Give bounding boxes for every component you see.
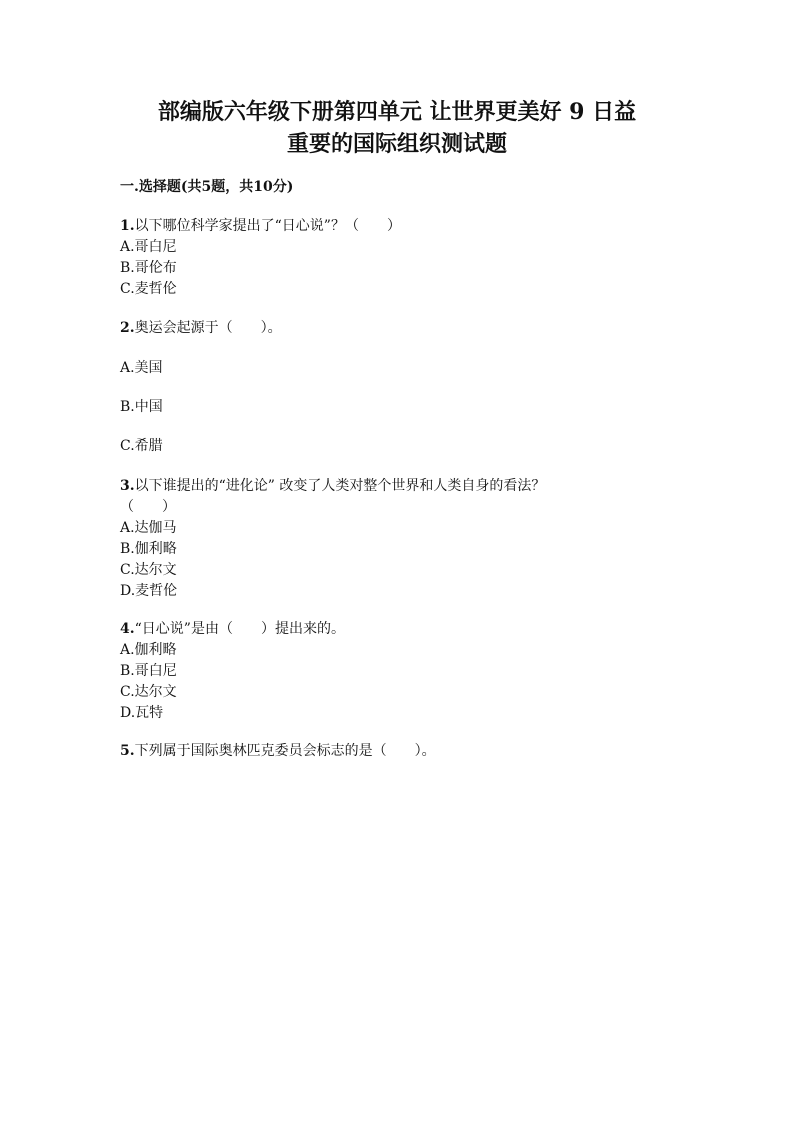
title-line-2: 重要的国际组织测试题 xyxy=(286,131,507,157)
question-number: 1. xyxy=(120,218,135,234)
option-d: D.麦哲伦 xyxy=(120,583,178,599)
question-5 xyxy=(120,741,436,762)
question-number: 4. xyxy=(120,621,135,637)
question-stem: 以下谁提出的“进化论” 改变了人类对整个世界和人类自身的看法？ xyxy=(134,478,546,494)
question-3 xyxy=(120,476,545,602)
page-title xyxy=(60,96,734,160)
option-b: B.哥白尼 xyxy=(120,663,177,679)
question-stem: “日心说”是由（ ）提出来的。 xyxy=(134,621,345,637)
option-c: C.达尔文 xyxy=(120,562,177,578)
question-stem-continued: （ ） xyxy=(120,499,176,515)
option-b: B.中国 xyxy=(120,399,163,415)
option-a: A.伽利略 xyxy=(120,642,177,658)
option-a: A.哥白尼 xyxy=(120,239,177,255)
question-stem: 以下哪位科学家提出了“日心说”？（ ） xyxy=(134,218,401,234)
option-c: C.达尔文 xyxy=(120,684,177,700)
question-number: 2. xyxy=(120,320,135,336)
option-a: A.美国 xyxy=(120,360,163,376)
question-2 xyxy=(120,318,282,339)
question-stem: 奥运会起源于（ ）。 xyxy=(134,320,282,336)
option-d: D.瓦特 xyxy=(120,705,164,721)
question-number: 5. xyxy=(120,743,135,759)
question-number: 3. xyxy=(120,478,135,494)
question-4 xyxy=(120,619,345,724)
option-a: A.达伽马 xyxy=(120,520,177,536)
option-b: B.伽利略 xyxy=(120,541,177,557)
option-b: B.哥伦布 xyxy=(120,260,177,276)
section-heading: 一.选择题(共5题，共10分) xyxy=(120,179,294,195)
option-c: C.希腊 xyxy=(120,438,163,454)
option-c: C.麦哲伦 xyxy=(120,281,177,297)
question-1 xyxy=(120,216,401,300)
title-line-1: 部编版六年级下册第四单元 让世界更美好 9 日益 xyxy=(157,99,637,125)
question-stem: 下列属于国际奥林匹克委员会标志的是（ ）。 xyxy=(134,743,436,759)
